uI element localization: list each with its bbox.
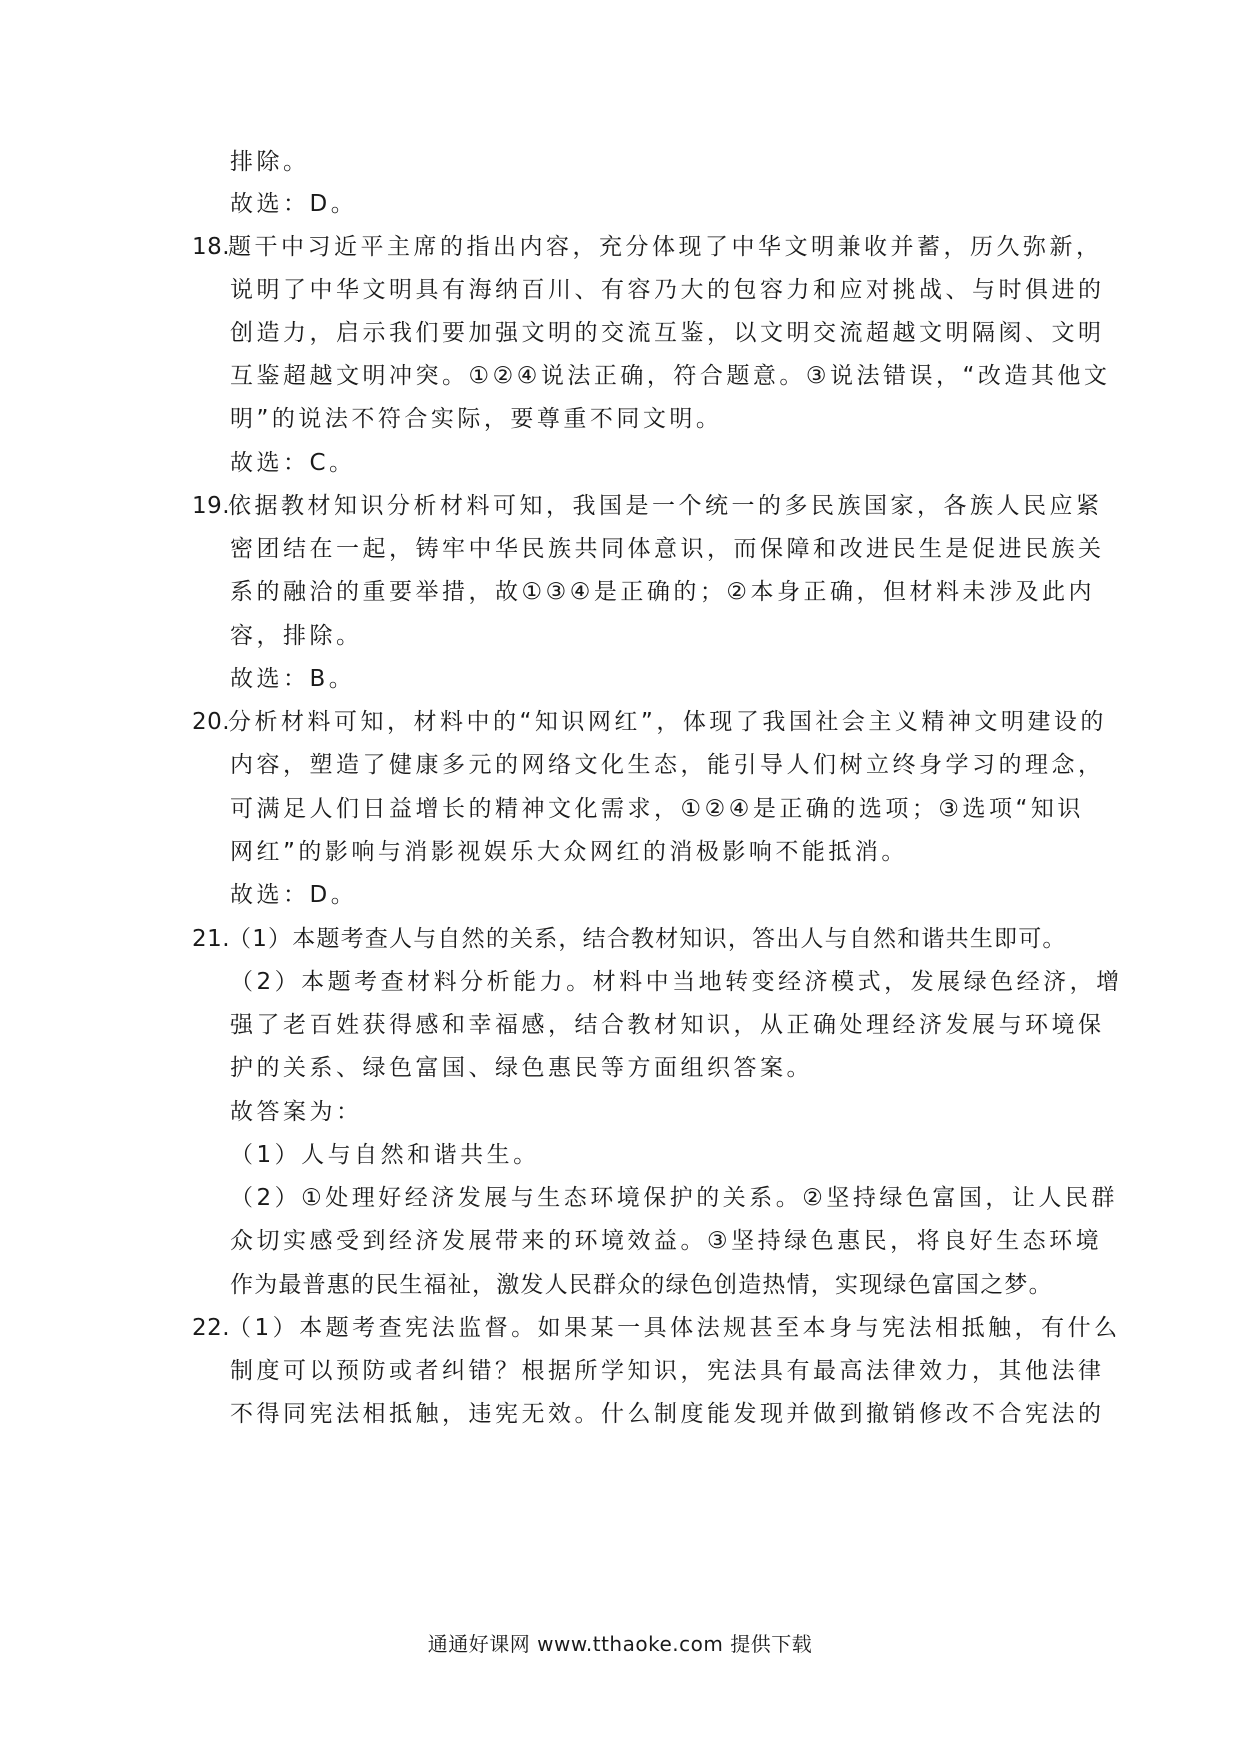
text-line: 众切实感受到经济发展带来的环境效益。③坚持绿色惠民，将良好生态环境 [230,1228,1103,1254]
page-footer: 通通好课网 www.tthaoke.com 提供下载 [427,1632,813,1656]
answer-line: 故选：B。 [230,666,356,692]
text-line: 互鉴超越文明冲突。①②④说法正确，符合题意。③说法错误，“改造其他文 [230,363,1111,389]
text-line: 分析材料可知，材料中的“知识网红”，体现了我国社会主义精神文明建设的 [228,709,1107,735]
question-number-22: 22. [192,1315,231,1341]
question-number-20: 20. [192,709,231,735]
question-number-18: 18. [192,234,231,260]
text-line: 说明了中华文明具有海纳百川、有容乃大的包容力和应对挑战、与时俱进的 [230,277,1105,303]
question-number-19: 19. [192,493,231,519]
text-line: 题干中习近平主席的指出内容，充分体现了中华文明兼收并蓄，历久弥新， [228,234,1103,260]
text-line: 作为最普惠的民生福祉，激发人民群众的绿色创造热情，实现绿色富国之梦。 [230,1272,1053,1298]
text-line: 密团结在一起，铸牢中华民族共同体意识，而保障和改进民生是促进民族关 [230,536,1105,562]
text-line: 容，排除。 [230,623,363,649]
answer-line: 故选：C。 [230,450,356,476]
question-number-21: 21. [192,926,231,952]
text-line: （1）人与自然和谐共生。 [230,1142,540,1168]
text-line: 创造力，启示我们要加强文明的交流互鉴，以文明交流超越文明隔阂、文明 [230,320,1105,346]
text-line: 网红”的影响与消影视娱乐大众网红的消极影响不能抵消。 [230,839,908,865]
answer-line: 故选：D。 [230,882,358,908]
text-line: （2）本题考查材料分析能力。材料中当地转变经济模式，发展绿色经济，增 [230,969,1123,995]
text-line: 依据教材知识分析材料可知，我国是一个统一的多民族国家，各族人民应紧 [228,493,1103,519]
text-line: 强了老百姓获得感和幸福感，结合教材知识，从正确处理经济发展与环境保 [230,1012,1105,1038]
text-line: 故答案为： [230,1099,363,1125]
text-line: 明”的说法不符合实际，要尊重不同文明。 [230,406,723,432]
text-line: 制度可以预防或者纠错？根据所学知识，宪法具有最高法律效力，其他法律 [230,1358,1105,1384]
text-line: （1）本题考查人与自然的关系，结合教材知识，答出人与自然和谐共生即可。 [228,926,1067,952]
text-line: 可满足人们日益增长的精神文化需求，①②④是正确的选项；③选项“知识 [230,796,1084,822]
text-line: （2）①处理好经济发展与生态环境保护的关系。②坚持绿色富国，让人民群 [230,1185,1118,1211]
text-line: 不得同宪法相抵触，违宪无效。什么制度能发现并做到撤销修改不合宪法的 [230,1401,1105,1427]
text-line: 排除。 [230,149,310,175]
text-line: 内容，塑造了健康多元的网络文化生态，能引导人们树立终身学习的理念， [230,752,1105,778]
text-line: 系的融洽的重要举措，故①③④是正确的；②本身正确，但材料未涉及此内 [230,579,1095,605]
answer-line: 故选：D。 [230,191,358,217]
text-line: 护的关系、绿色富国、绿色惠民等方面组织答案。 [230,1055,813,1081]
text-line: （1）本题考查宪法监督。如果某一具体法规甚至本身与宪法相抵触，有什么 [228,1315,1121,1341]
